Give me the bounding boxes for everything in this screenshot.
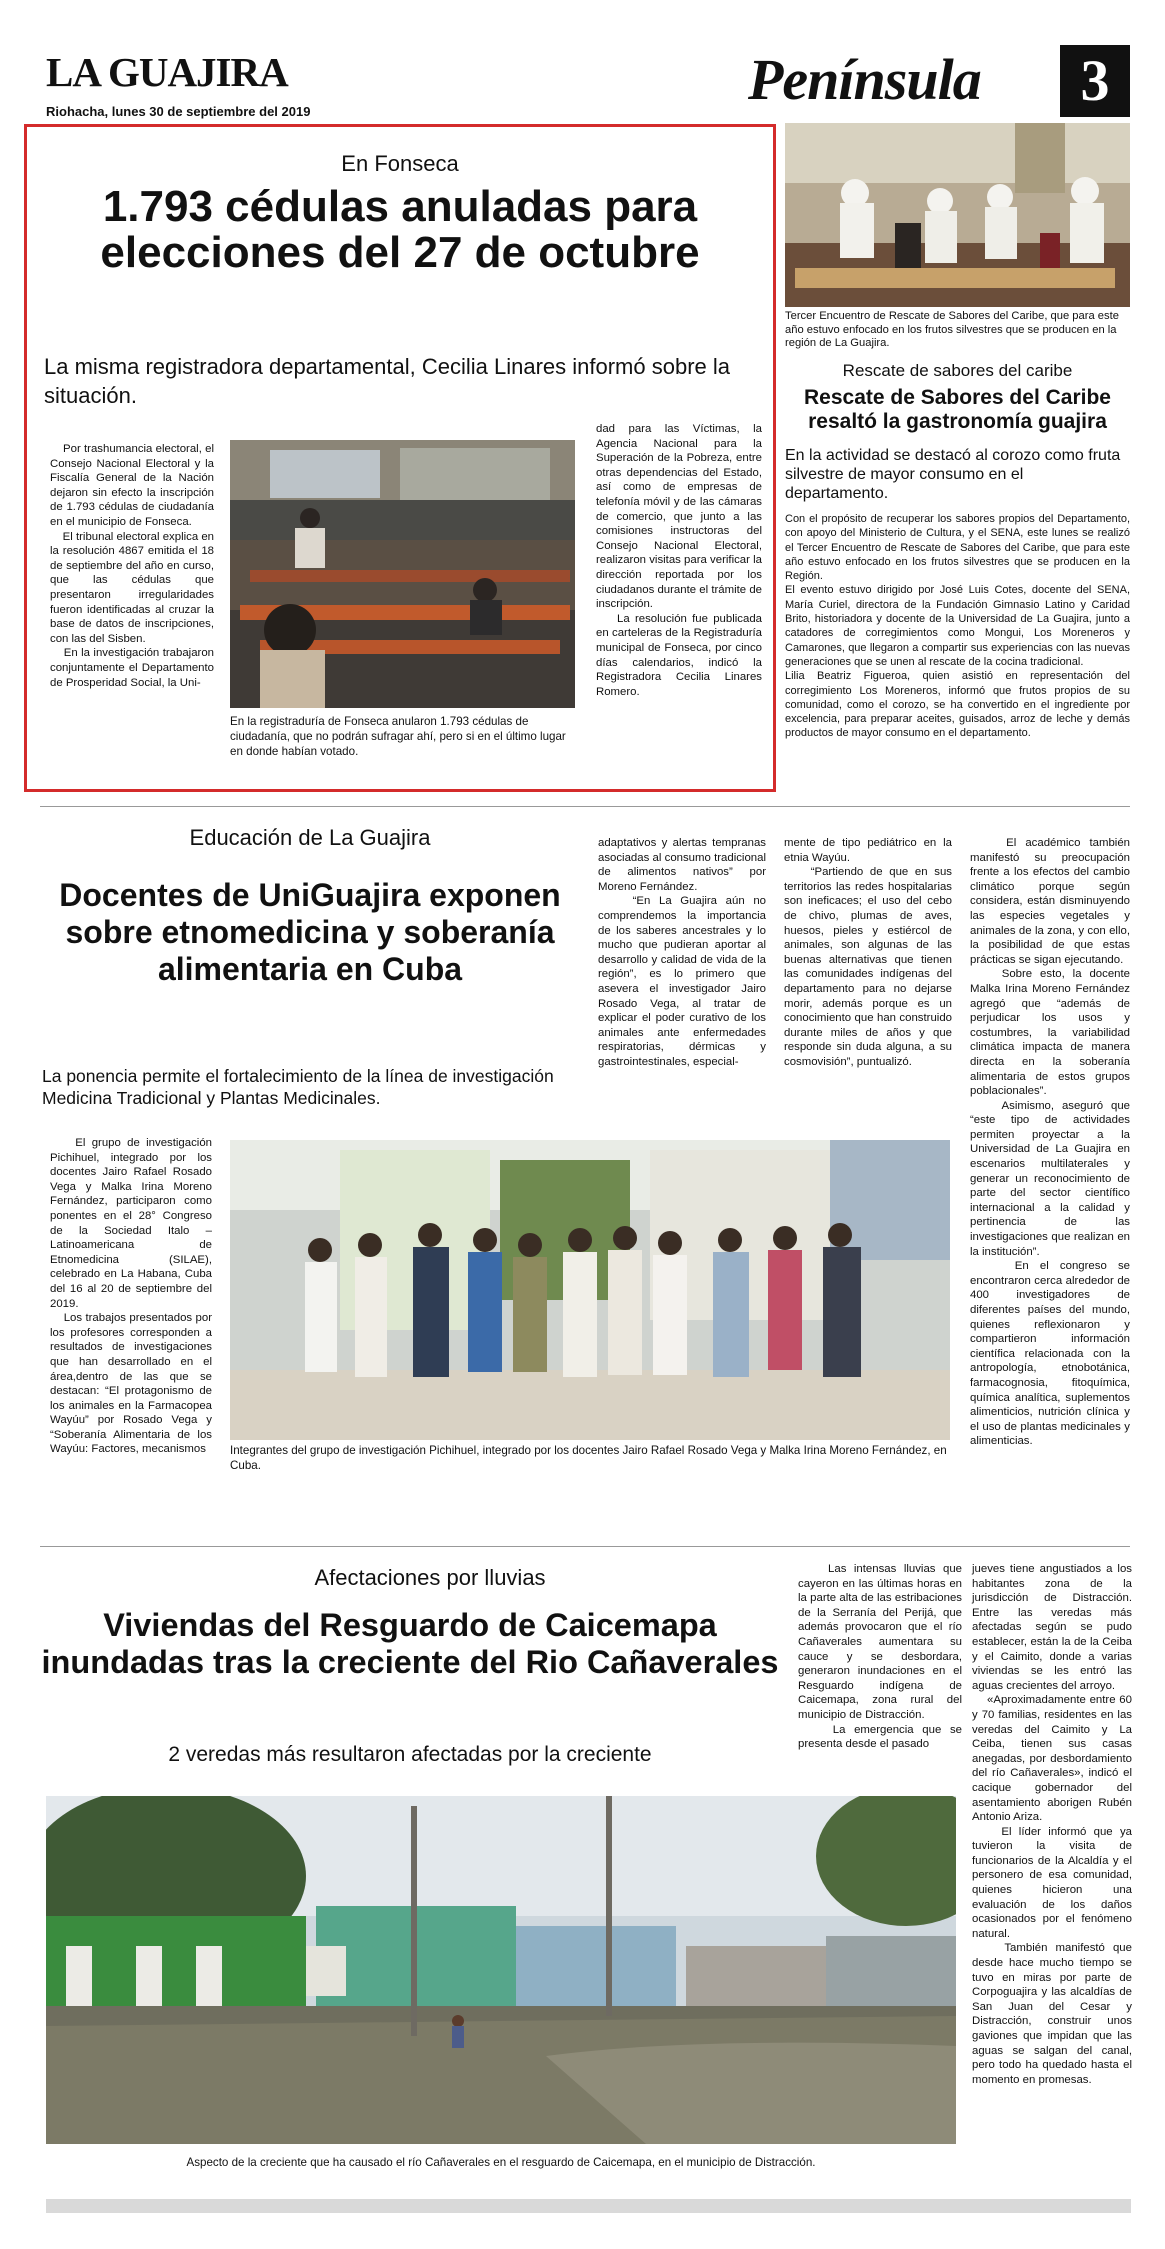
article-column: El grupo de investigación Pichihuel, integrado por los docentes Jairo Rafael Rosado Vega y Malka Irina Moreno Fernández, participaron como ponentes en el 28° Congreso de la Sociedad Italo – Latinoamericana de Etnomedicina (SILAE), celebrado en La Habana, Cuba del 16 al 20 de septiembre del 2019. Los trabajos presentados por los profesores corresponden a resultados de investigaciones que han desarrollado en el área,dentro de las que se destacan: “El protagonismo de los animales en la Farmacopea Wayúu” por Rosado Vega y “Soberanía Alimentaria de los Wayúu: Factores, mecanismos: [50, 1137, 212, 1456]
article-headline: 1.793 cédulas anuladas para elecciones del 27 de octubre: [100, 182, 700, 277]
photo-caption: En la registraduría de Fonseca anularon 1.793 cédulas de ciudadanía, que no podrán sufragar ahí, pero si en el último lugar en donde habían votado.: [230, 715, 566, 758]
article-column: Las intensas lluvias que cayeron en las últimas horas en la parte alta de las estribaciones de la Serranía del Perijá, que además provocaron que el río Cañaverales aumentara su cauce y se desbordara, generaron inundaciones en el Resguardo indígena de Caicemapa, zona rural del municipio de Distracción. La emergencia que se presenta desde el pasado: [798, 1563, 962, 1751]
article-headline: Rescate de Sabores del Caribe resaltó la gastronomía guajira: [804, 386, 1111, 433]
article-column: jueves tiene angustiados a los habitantes zona de la jurisdicción de Distracción. Entre las veredas más afectadas según se pudo establecer, están la de la Ceiba y el Caimito, donde a varias viviendas se les entró las aguas crecientes del arroyo. «Aproximadamente entre 60 y 70 familias, residentes en las veredas del Caimito y La Ceiba, tienen sus casas anegadas, por desbordamiento del río Cañaverales», indicó el cacique gobernador del asentamiento aborigen Rubén Antonio Ariza. El líder informó que ya tuvieron la visita de funcionarios de la Alcaldía y el personero de esa comunidad, quienes hicieron una evaluación de los daños ocasionados por el fenómeno natural. También manifestó que desde hace mucho tiempo se tuvo en miras por parte de Corpoguajira y las alcaldías de San Juan del Cesar y Distracción, construir unos gaviones que impidan que las aguas se salgan del canal, pero todo ha quedado hasta el momento en promesas.: [972, 1563, 1132, 2086]
article-deck: 2 veredas más resultaron afectadas por la creciente: [168, 1743, 652, 1766]
article-body: Con el propósito de recuperar los sabores propios del Departamento, con apoyo del Ministerio de Cultura, y el SENA, este lunes se realizó el Tercer Encuentro de Rescate de Sabores del Caribe, que para este año estuvo enfocado en los frutos silvestres que se producen en la Región. El evento estuvo dirigido por José Luis Cotes, docente del SENA, María Curiel, directora de la Fundación Gimnasio Latino y Caridad Brito, historiadora y docente de la Universidad de La Guajira, junto a catadores de corregimientos como Mongui, Los Moreneros y Camarones, que llegaron a compartir sus experiencias con las nuevas generaciones que se unen al rescate de la cocina tradicional. Lilia Beatriz Figueroa, quien asistió en representación del corregimiento Los Moreneros, informó que frutos propios de su comunidad, como el corozo, se ha convertido en el ingrediente por excelencia, para preparar aceites, guisados, arroz de leche y demás productos de mayor consumo en el departamento.: [785, 513, 1130, 740]
section-divider: [40, 806, 1130, 807]
photo-caption: Integrantes del grupo de investigación Pichihuel, integrado por los docentes Jairo Rafael Rosado Vega y Malka Irina Moreno Fernández, en Cuba.: [230, 1444, 947, 1472]
article-kicker: En Fonseca: [341, 151, 459, 176]
article-column: El académico también manifestó su preocupación frente a los efectos del cambio climático porque según considera, están disminuyendo las especies vegetales y animales de la zona, y con ello, la posibilidad de que estas prácticas se sigan ejecutando. Sobre esto, la docente Malka Irina Moreno Fernández agregó que “además de perjudicar los usos y costumbres, la variabilidad climática impacta de manera directa en la soberanía alimentaria de estos grupos poblacionales”. Asimismo, aseguró que “este tipo de actividades permiten proyectar a la Universidad de La Guajira en escenarios multilaterales y generar un reconocimiento de parte del sector científico internacional a la calidad y pertinencia de las investigaciones que realizan en la institución”. En el congreso se encontraron cerca alrededor de 400 investigadores de diferentes países del mundo, quienes reflexionaron y compartieron información científica relacionada con la antropología, etnobotánica, farmacognosia, fitoquímica, química analítica, suplementos alimenticios, nutrición clínica y el uso de plantas medicinales y alimenticias.: [970, 837, 1130, 1448]
article-kicker: Rescate de sabores del caribe: [842, 361, 1073, 380]
article-kicker: Educación de La Guajira: [189, 825, 431, 850]
section-divider: [40, 1546, 1130, 1547]
section-title: LA GUAJIRA: [46, 49, 288, 95]
gastronomy-photo: [785, 123, 1130, 307]
article-deck: La ponencia permite el fortalecimiento de la línea de investigación Medicina Tradicional y Plantas Medicinales.: [42, 1066, 554, 1108]
group-photo: [230, 1140, 950, 1440]
article-headline: Docentes de UniGuajira exponen sobre etnomedicina y soberanía alimentaria en Cuba: [59, 877, 561, 987]
article-column: mente de tipo pediátrico en la etnia Wayúu. “Partiendo de que en sus territorios las redes hospitalarias son ineficaces; el uso del cebo de chivo, plumas de aves, huesos, pieles y estiércol de animales, son algunas de las buenas alternativas que tienen las comunidades indígenas del departamento para no dejarse morir, además porque es un conocimiento que han construido durante miles de años y que responde sin duda alguna, a su cosmovisión”, puntualizó.: [784, 837, 952, 1068]
article-column: dad para las Víctimas, la Agencia Nacional para la Superación de la Pobreza, entre otras dependencias del Estado, así como de empresas de telefonía móvil y de las cámaras de comercio, que junto a las comisiones instructoras del Consejo Nacional Electoral, realizaron visitas para verificar la dirección reportada por los ciudadanos durante el trámite de inscripción. La resolución fue publicada en carteleras de la Registraduría municipal de Fonseca, por cinco días calendarios, indicó la Registradora Cecilia Linares Romero.: [596, 423, 762, 698]
photo-caption: Aspecto de la creciente que ha causado el río Cañaverales en el resguardo de Caicemapa, en el municipio de Distracción.: [186, 2156, 816, 2169]
article-kicker: Afectaciones por lluvias: [314, 1565, 546, 1590]
article-deck: En la actividad se destacó al corozo como fruta silvestre de mayor consumo en el departamento.: [785, 447, 1121, 502]
registraduria-photo: [230, 440, 575, 708]
footer-bar: [46, 2199, 1131, 2213]
photo-caption: Tercer Encuentro de Rescate de Sabores del Caribe, que para este año estuvo enfocado en los frutos silvestres que se producen en la región de La Guajira.: [785, 310, 1119, 349]
article-column: Por trashumancia electoral, el Consejo Nacional Electoral y la Fiscalía General de la Nación dejaron sin efecto la inscripción de 1.793 cédulas de ciudadanía en el municipio de Fonseca. El tribunal electoral explica en la resolución 4867 emitida el 18 de septiembre del año en curso, que las cédulas que presentaron irregularidades fueron identificadas al cruzar la base de datos de inscripciones, con las del Sisben. En la investigación trabajaron conjuntamente el Departamento de Prosperidad Social, la Uni-: [50, 443, 214, 689]
dateline: Riohacha, lunes 30 de septiembre del 2019: [46, 104, 311, 119]
article-deck: La misma registradora departamental, Cecilia Linares informó sobre la situación.: [44, 354, 730, 408]
article-headline: Viviendas del Resguardo de Caicemapa inundadas tras la creciente del Rio Cañaverales: [41, 1607, 779, 1680]
newspaper-name: Península: [748, 47, 981, 112]
article-column: adaptativos y alertas tempranas asociadas al consumo tradicional de alimentos nativos” por Moreno Fernández. “En La Guajira aún no comprendemos la importancia de los saberes ancestrales y lo mucho que pudieran aportar al desarrollo y calidad de vida de la región”, es lo primero que asevera el investigador Jairo Rosado Vega, al tratar de explicar el poder curativo de los animales ante enfermedades respiratorias, dérmicas y gastrointestinales, especial-: [598, 837, 766, 1068]
page-number-box: 3: [1060, 45, 1130, 117]
flood-photo: [46, 1796, 956, 2144]
